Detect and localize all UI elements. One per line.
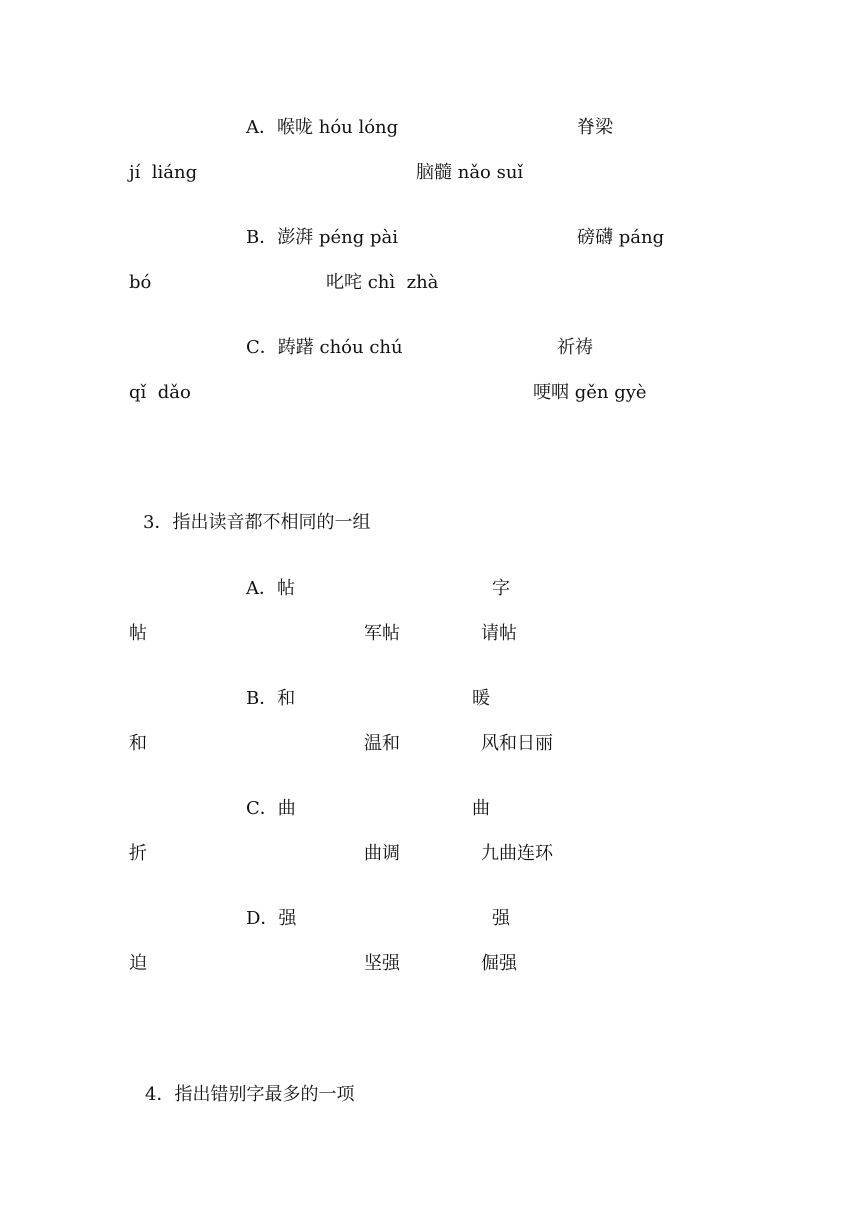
q2-option-a-label: A．喉咙 hóu lóng [246, 117, 399, 138]
q3-option-c-item1-char: 曲 [472, 798, 490, 819]
q3-option-a-item1-rest: 帖 [129, 623, 147, 644]
q3-option-b-item2: 温和 [364, 733, 400, 754]
q2-option-c-item2-char: 祈祷 [557, 337, 593, 358]
q3-option-b-item3: 风和日丽 [481, 733, 553, 754]
q2-option-b-item2-pinyin: bó [129, 272, 152, 293]
q2-option-c-label: C．踌躇 chóu chú [246, 337, 403, 358]
q3-title: 3．指出读音都不相同的一组 [143, 512, 371, 533]
q3-option-c-item1-rest: 折 [129, 843, 147, 864]
q3-option-c-item2: 曲调 [364, 843, 400, 864]
q4-title: 4．指出错别字最多的一项 [145, 1084, 355, 1105]
q2-option-c-item3: 哽咽 gěn gyè [533, 382, 647, 403]
q3-option-d-item1-rest: 迫 [129, 953, 147, 974]
q3-option-a-item3: 请帖 [481, 623, 517, 644]
q3-option-b-item1-char: 暖 [472, 688, 490, 709]
q2-option-b-item3: 叱咤 chì zhà [326, 272, 439, 293]
q2-option-a-item3: 脑髓 nǎo suǐ [416, 162, 524, 183]
q3-option-c-item3: 九曲连环 [481, 843, 553, 864]
q3-option-a-item2: 军帖 [364, 623, 400, 644]
q3-option-a-item1-char: 字 [492, 578, 510, 599]
q3-option-d-item2: 坚强 [364, 953, 400, 974]
q2-option-a-item2-char: 脊梁 [577, 117, 613, 138]
q3-option-a-label: A．帖 [246, 578, 295, 599]
q3-option-c-label: C．曲 [246, 798, 296, 819]
q2-option-c-item2-pinyin: qǐ dǎo [129, 382, 191, 403]
q2-option-a-item2-pinyin: jí liáng [129, 162, 198, 183]
q3-option-d-item3: 倔强 [481, 953, 517, 974]
q3-option-d-label: D．强 [246, 908, 297, 929]
q2-option-b-label: B．澎湃 péng pài [246, 227, 398, 248]
q2-option-b-item2-char: 磅礴 páng [577, 227, 665, 248]
q3-option-b-label: B．和 [246, 688, 296, 709]
q3-option-d-item1-char: 强 [492, 908, 510, 929]
q3-option-b-item1-rest: 和 [129, 733, 147, 754]
